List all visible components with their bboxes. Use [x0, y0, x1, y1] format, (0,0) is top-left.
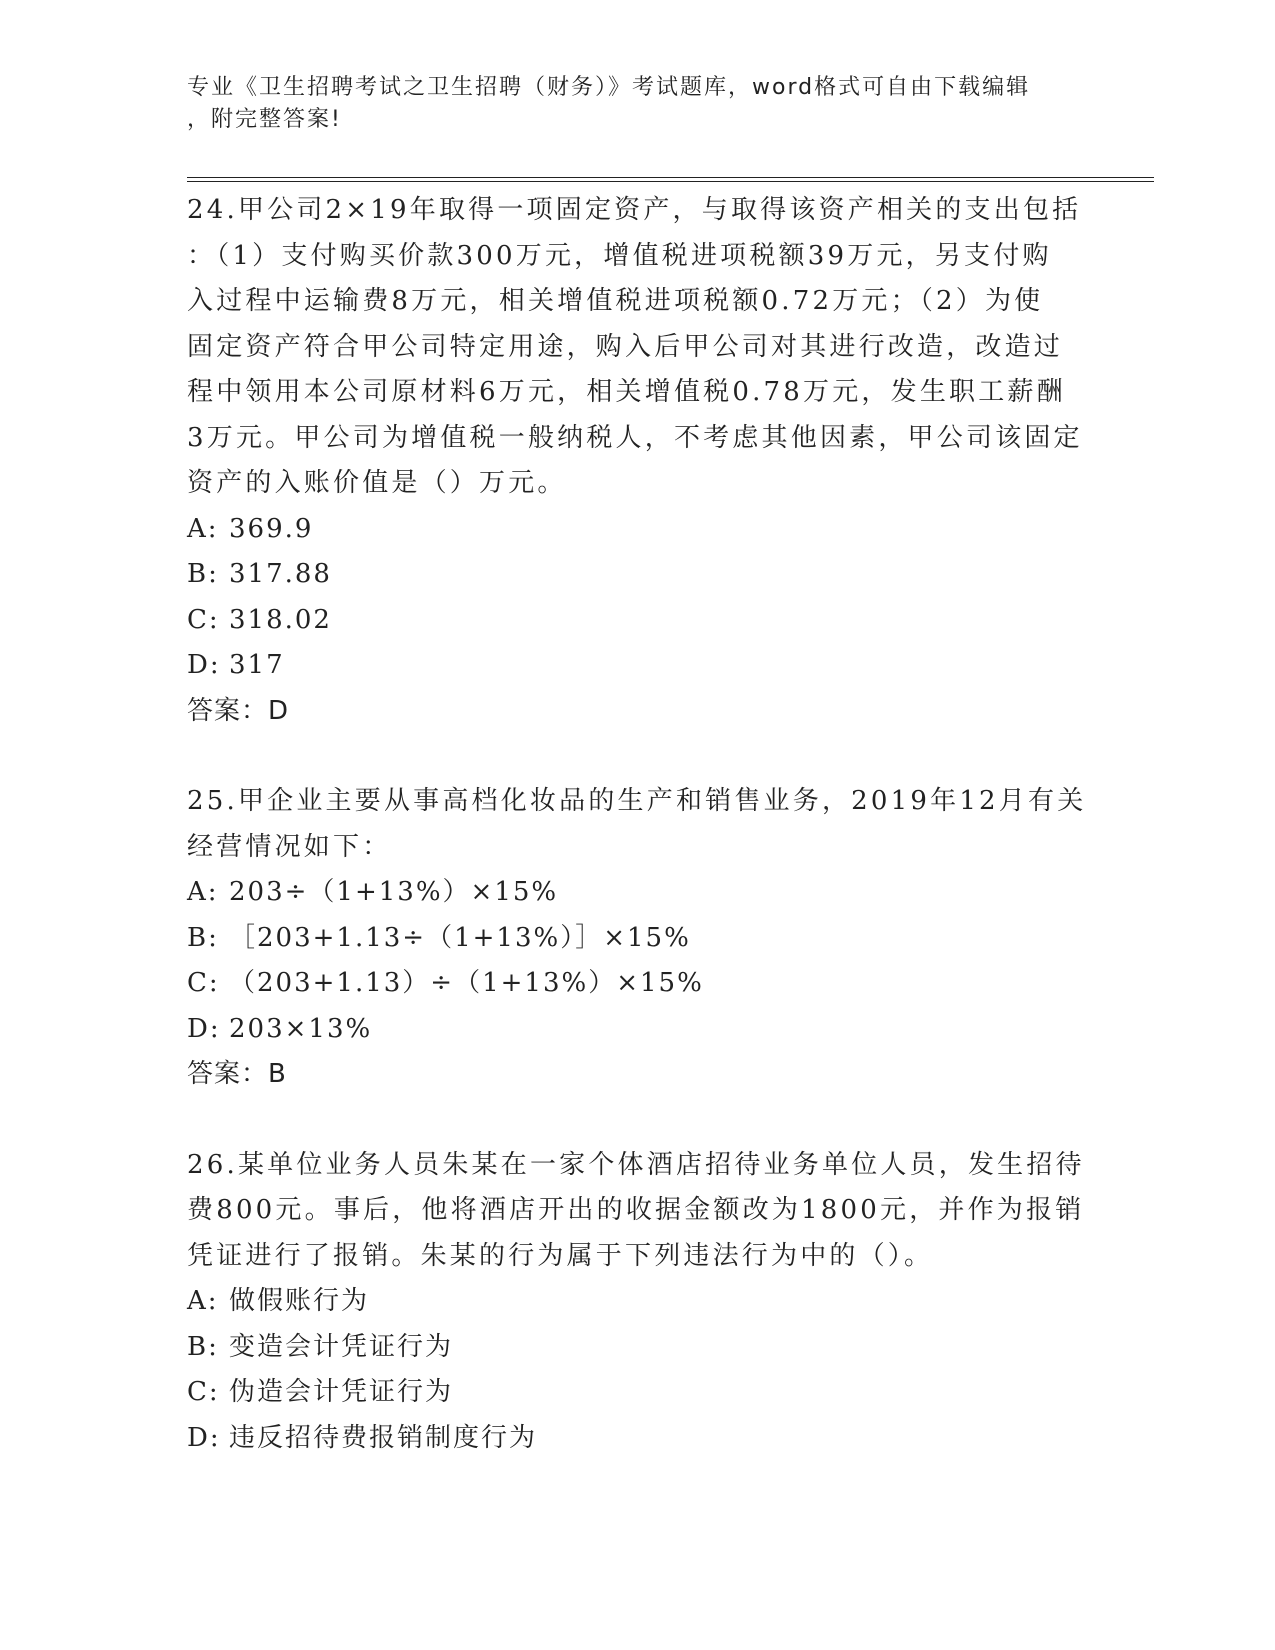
option-text: 违反招待费报销制度行为 [229, 1422, 538, 1453]
option-text: 做假账行为 [229, 1286, 370, 1316]
option-a [187, 1279, 1087, 1325]
option-letter: D: [187, 1422, 221, 1453]
option-text: 203×13% [229, 1013, 373, 1044]
option-text: 318.02 [229, 604, 332, 635]
option-d [187, 1007, 1087, 1053]
option-b [187, 552, 1087, 598]
option-c [187, 961, 1087, 1007]
option-text: （203+1.13）÷（1+13%）×15% [229, 968, 704, 998]
option-letter: C: [187, 1377, 220, 1407]
stem-line: 3万元。甲公司为增值税一般纳税人，不考虑其他因素，甲公司该固定 [187, 422, 1083, 453]
option-a [187, 507, 1087, 553]
question-24 [187, 188, 1087, 734]
stem-line: 固定资产符合甲公司特定用途，购入后甲公司对其进行改造，改造过 [187, 331, 1064, 362]
option-letter: C: [187, 968, 220, 998]
option-d [187, 643, 1087, 689]
question-25 [187, 779, 1087, 1098]
option-text: 317.88 [229, 559, 332, 589]
header-divider-secondary [187, 181, 1154, 182]
option-letter: A: [187, 1286, 219, 1316]
answer-line: 答案：B [187, 1059, 287, 1089]
option-text: 变造会计凭证行为 [229, 1331, 454, 1362]
stem-line: 资产的入账价值是（）万元。 [187, 468, 567, 498]
question-26 [187, 1143, 1087, 1462]
question-spacer [187, 734, 1087, 779]
question-stem [187, 779, 1087, 870]
stem-line: 入过程中运输费8万元，相关增值税进项税额0.72万元；（2）为使 [187, 286, 1044, 316]
option-text: 317 [229, 650, 285, 680]
stem-line: 费800元。事后，他将酒店开出的收据金额改为1800元，并作为报销 [187, 1195, 1085, 1225]
stem-line: 程中领用本公司原材料6万元，相关增值税0.78万元，发生职工薪酬 [187, 377, 1066, 407]
option-text: 203÷（1+13%）×15% [229, 877, 559, 907]
question-stem [187, 188, 1087, 507]
option-letter: A: [187, 877, 219, 907]
header-divider [187, 177, 1154, 178]
option-letter: B: [187, 922, 219, 953]
option-letter: B: [187, 1331, 219, 1362]
option-letter: B: [187, 559, 219, 589]
stem-line: 26.某单位业务人员朱某在一家个体酒店招待业务单位人员，发生招待 [187, 1149, 1085, 1180]
option-b [187, 916, 1087, 962]
stem-line: 25.甲企业主要从事高档化妆品的生产和销售业务，2019年12月有关 [187, 786, 1087, 816]
option-text: 伪造会计凭证行为 [229, 1377, 454, 1407]
header-line-1: 专业《卫生招聘考试之卫生招聘（财务）》考试题库，word格式可自由下载编辑 [187, 75, 1031, 100]
stem-line: 24.甲公司2×19年取得一项固定资产，与取得该资产相关的支出包括 [187, 195, 1082, 225]
stem-line: ：（1）支付购买价款300万元，增值税进项税额39万元，另支付购 [187, 240, 1052, 271]
option-c [187, 1370, 1087, 1416]
header-line-2: ，附完整答案! [187, 107, 342, 132]
option-letter: C: [187, 604, 220, 635]
option-a [187, 870, 1087, 916]
option-c [187, 598, 1087, 644]
stem-line: 凭证进行了报销。朱某的行为属于下列违法行为中的（）。 [187, 1240, 934, 1271]
option-letter: A: [187, 513, 219, 544]
option-letter: D: [187, 1013, 221, 1044]
option-letter: D: [187, 650, 221, 680]
question-list [187, 188, 1087, 1461]
option-text: ［203+1.13÷（1+13%）］×15% [229, 922, 691, 953]
question-stem [187, 1143, 1087, 1280]
stem-line: 经营情况如下： [187, 831, 392, 862]
question-spacer [187, 1098, 1087, 1143]
option-text: 369.9 [229, 513, 314, 544]
answer-line: 答案：D [187, 695, 290, 726]
document-header [187, 72, 1067, 136]
option-d [187, 1416, 1087, 1462]
option-b [187, 1325, 1087, 1371]
